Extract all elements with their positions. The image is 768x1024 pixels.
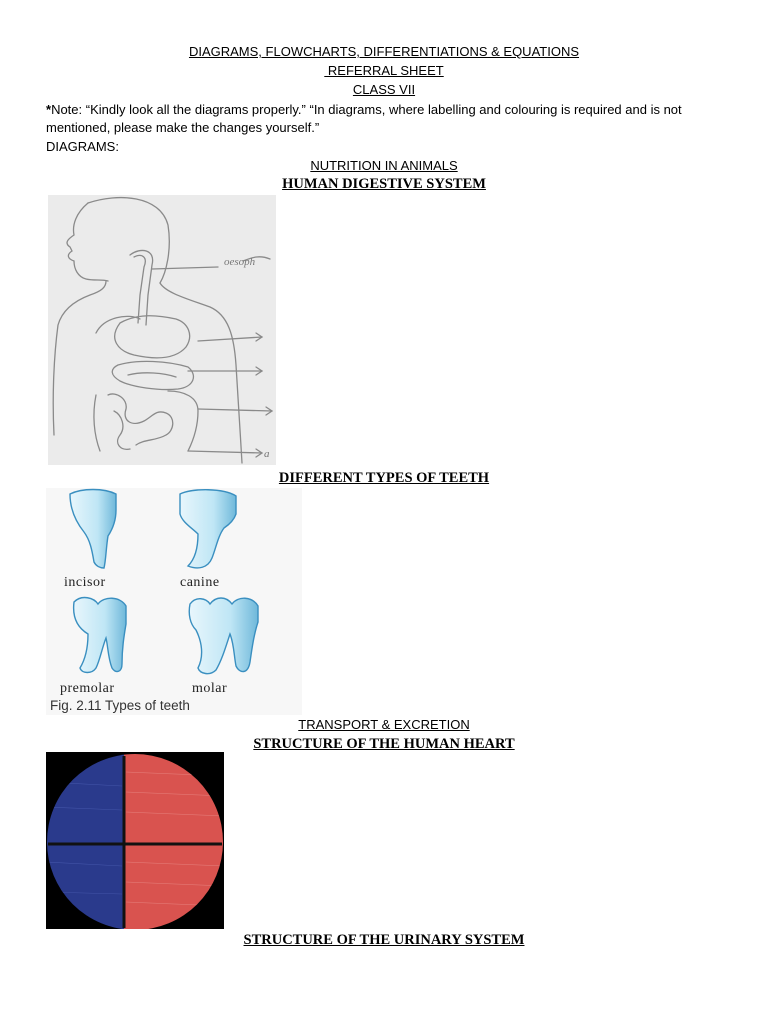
bottom-label: a <box>264 448 270 460</box>
section-nutrition: NUTRITION IN ANIMALS <box>310 158 458 173</box>
canine-tooth <box>180 490 236 568</box>
premolar-label: premolar <box>60 681 115 696</box>
molar-tooth <box>189 598 258 674</box>
section-transport-excretion: TRANSPORT & EXCRETION <box>298 717 470 732</box>
note-asterisk: * <box>46 102 52 117</box>
molar-label: molar <box>192 681 228 696</box>
instruction-note <box>46 101 726 137</box>
human-heart-diagram <box>46 752 224 929</box>
heading-digestive-system: HUMAN DIGESTIVE SYSTEM <box>282 176 486 192</box>
heading-human-heart: STRUCTURE OF THE HUMAN HEART <box>253 736 515 752</box>
class-label: CLASS VII <box>352 82 416 97</box>
heading-types-of-teeth: DIFFERENT TYPES OF TEETH <box>278 470 490 486</box>
teeth-figure-caption: Fig. 2.11 Types of teeth <box>50 698 190 713</box>
canine-label: canine <box>180 575 220 590</box>
document-title: DIAGRAMS, FLOWCHARTS, DIFFERENTIATIONS & EQUATIONS <box>188 44 580 59</box>
premolar-tooth <box>74 598 126 673</box>
digestive-system-diagram <box>48 195 276 465</box>
oesophagus-label: oesoph <box>224 256 256 268</box>
diagrams-label: DIAGRAMS: <box>46 139 119 154</box>
types-of-teeth-figure <box>46 488 302 715</box>
incisor-label: incisor <box>64 575 106 590</box>
incisor-tooth <box>70 490 116 569</box>
subtitle-text: REFERRAL SHEET <box>324 63 444 78</box>
heading-urinary-system: STRUCTURE OF THE URINARY SYSTEM <box>243 932 525 948</box>
document-subtitle <box>0 63 768 79</box>
note-text: Note: “Kindly look all the diagrams properly.” “In diagrams, where labelling and colouring is required and is not mentioned, please make the changes yourself.” <box>46 102 682 135</box>
